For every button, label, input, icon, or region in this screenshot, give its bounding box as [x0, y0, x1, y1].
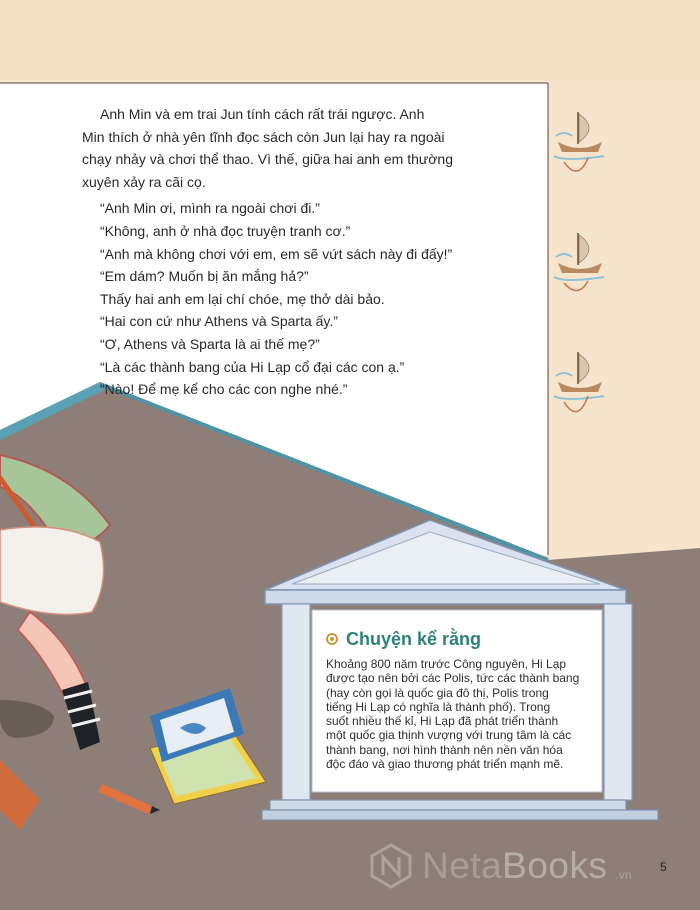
dialogue-line: “Không, anh ở nhà đọc truyện tranh cơ.”: [100, 222, 351, 239]
info-box-title: Chuyện kể rằng: [346, 628, 482, 649]
ship-icon: [554, 233, 604, 291]
dialogue-line: “Anh mà không chơi với em, em sẽ vứt sách này đi đấy!”: [100, 245, 453, 262]
dialogue-line: “Anh Min ơi, mình ra ngoài chơi đi.”: [100, 200, 320, 217]
info-line: độc đáo và giao thương phát triển mạnh mẽ.: [326, 757, 564, 772]
intro-line: Min thích ở nhà yên tĩnh đọc sách còn Jun lại hay ra ngoài: [82, 128, 445, 145]
info-line: được tạo nên bởi các Polis, tức các thành bang: [326, 671, 580, 686]
dialogue-line: “Hai con cứ như Athens và Sparta ấy.”: [100, 313, 338, 330]
info-line: thành bang, nơi hình thành nên nền văn hóa: [326, 742, 563, 757]
info-line: (hay còn gọi là quốc gia đô thị, Polis trong: [326, 685, 549, 700]
intro-line: Anh Min và em trai Jun tính cách rất trái ngược. Anh: [100, 106, 425, 122]
watermark-brand-b: Books: [502, 845, 608, 886]
story-text: [82, 103, 520, 401]
info-box-heading: [326, 627, 481, 651]
ship-icon: [554, 112, 604, 171]
dialogue-line: “Em dám? Muốn bị ăn mắng hả?”: [100, 268, 309, 285]
dialogue-line: “Ơ, Athens và Sparta là ai thế mẹ?”: [100, 335, 320, 352]
watermark: [368, 836, 632, 896]
info-box-body: [326, 657, 598, 771]
dialogue-line: Thấy hai anh em lại chí chóe, mẹ thở dài bảo.: [100, 290, 385, 307]
watermark-text: [422, 845, 608, 887]
page-number: 5: [660, 860, 667, 874]
watermark-brand-a: Neta: [422, 845, 503, 886]
info-line: tiếng Hi Lạp có nghĩa là thành phố). Trong: [326, 699, 551, 714]
ship-icon: [554, 352, 604, 412]
watermark-suffix: .vn: [615, 868, 632, 882]
intro-line: xuyên xảy ra cãi cọ.: [82, 173, 206, 190]
dialogue-line: “Là các thành bang của Hi Lạp cổ đại các con ạ.”: [100, 358, 405, 375]
info-line: suốt nhiều thế kỉ, Hi Lạp đã phát triển thành: [326, 714, 559, 729]
intro-line: chạy nhảy và chơi thể thao. Vì thế, giữa hai anh em thường: [82, 151, 453, 168]
bullet-icon: [326, 633, 338, 645]
info-line: một quốc gia thịnh vượng với trung tâm là các: [326, 728, 572, 743]
info-line: Khoảng 800 năm trước Công nguyên, Hi Lạp: [326, 657, 567, 671]
story-intro: [82, 103, 520, 193]
dialogue-line: “Nào! Để mẹ kể cho các con nghe nhé.”: [100, 381, 348, 398]
netabooks-logo-icon: [368, 843, 414, 889]
wall-top: [0, 0, 700, 80]
